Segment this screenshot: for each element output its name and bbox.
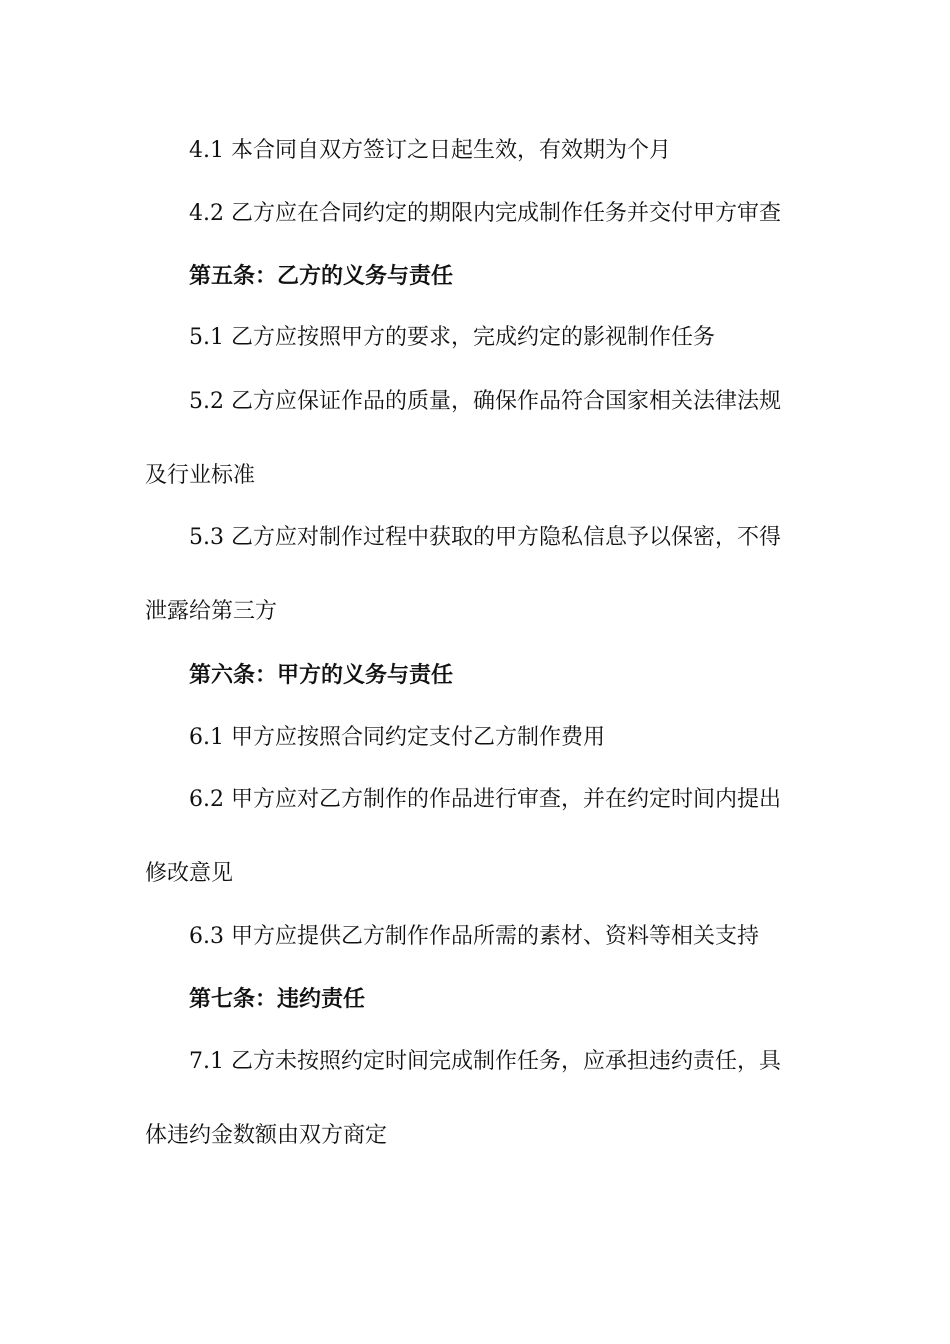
clause-6-2-continued: 修改意见 [145,861,234,886]
clause-6-1: 6.1 甲方应按照合同约定支付乙方制作费用 [189,725,605,750]
clause-6-3: 6.3 甲方应提供乙方制作作品所需的素材、资料等相关支持 [189,924,759,949]
clause-5-3-continued: 泄露给第三方 [145,599,278,624]
clause-5-1: 5.1 乙方应按照甲方的要求，完成约定的影视制作任务 [189,325,715,350]
clause-4-2: 4.2 乙方应在合同约定的期限内完成制作任务并交付甲方审查 [189,201,781,226]
clause-5-2-continued: 及行业标准 [145,463,256,488]
article-6-heading: 第六条：甲方的义务与责任 [189,662,454,688]
clause-4-1: 4.1 本合同自双方签订之日起生效，有效期为个月 [189,138,671,163]
clause-6-2: 6.2 甲方应对乙方制作的作品进行审查，并在约定时间内提出 [189,787,781,812]
clause-5-2: 5.2 乙方应保证作品的质量，确保作品符合国家相关法律法规 [189,389,781,414]
clause-5-3: 5.3 乙方应对制作过程中获取的甲方隐私信息予以保密，不得 [189,525,781,550]
article-7-heading: 第七条：违约责任 [189,986,366,1012]
clause-7-1: 7.1 乙方未按照约定时间完成制作任务，应承担违约责任，具 [189,1049,781,1074]
article-5-heading: 第五条：乙方的义务与责任 [189,263,454,289]
clause-7-1-continued: 体违约金数额由双方商定 [145,1123,388,1148]
